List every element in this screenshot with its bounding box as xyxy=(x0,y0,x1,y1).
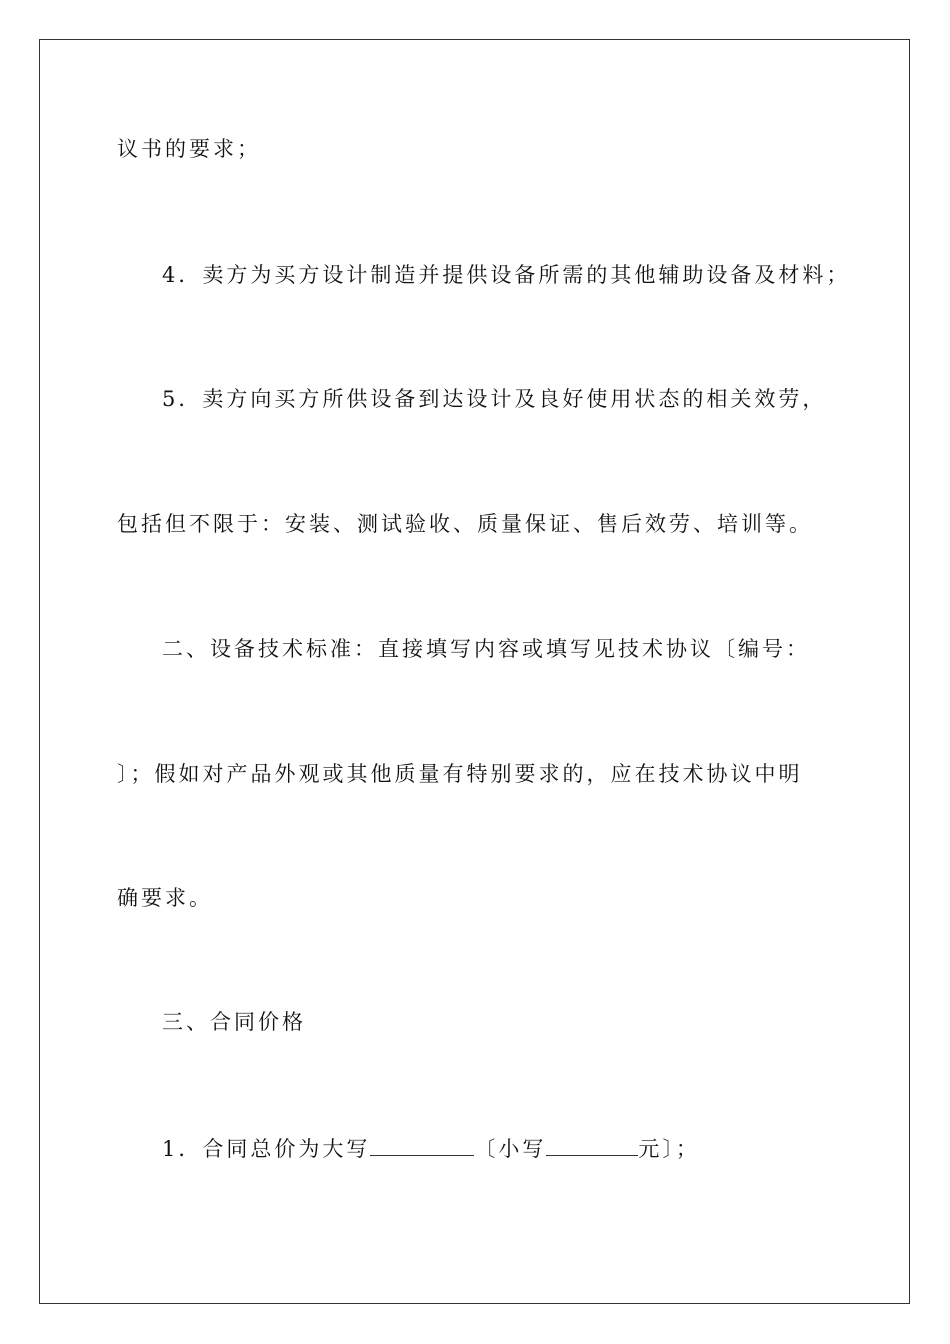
amount-in-figures-blank[interactable] xyxy=(546,1137,638,1156)
price-line xyxy=(162,1137,700,1160)
text-line-4: 包括但不限于：安装、测试验收、质量保证、售后效劳、培训等。 xyxy=(117,512,813,536)
text-line-7: 确要求。 xyxy=(117,886,213,910)
section-heading-contract-price: 三、合同价格 xyxy=(162,1010,306,1034)
price-line-prefix: 1．合同总价为大写 xyxy=(162,1137,371,1161)
text-line-3: 5．卖方向买方所供设备到达设计及良好使用状态的相关效劳， xyxy=(162,387,827,411)
amount-in-words-blank[interactable] xyxy=(370,1137,474,1156)
price-line-middle: 〔小写 xyxy=(474,1137,547,1161)
text-line-6: 〕；假如对产品外观或其他质量有特别要求的，应在技术协议中明 xyxy=(117,762,803,786)
text-line-5: 二、设备技术标准：直接填写内容或填写见技术协议〔编号： xyxy=(162,637,810,661)
page-border xyxy=(39,39,910,1304)
text-line-2: 4．卖方为买方设计制造并提供设备所需的其他辅助设备及材料； xyxy=(162,263,851,287)
text-line-1: 议书的要求； xyxy=(117,137,261,161)
price-line-suffix: 元〕； xyxy=(638,1137,700,1161)
